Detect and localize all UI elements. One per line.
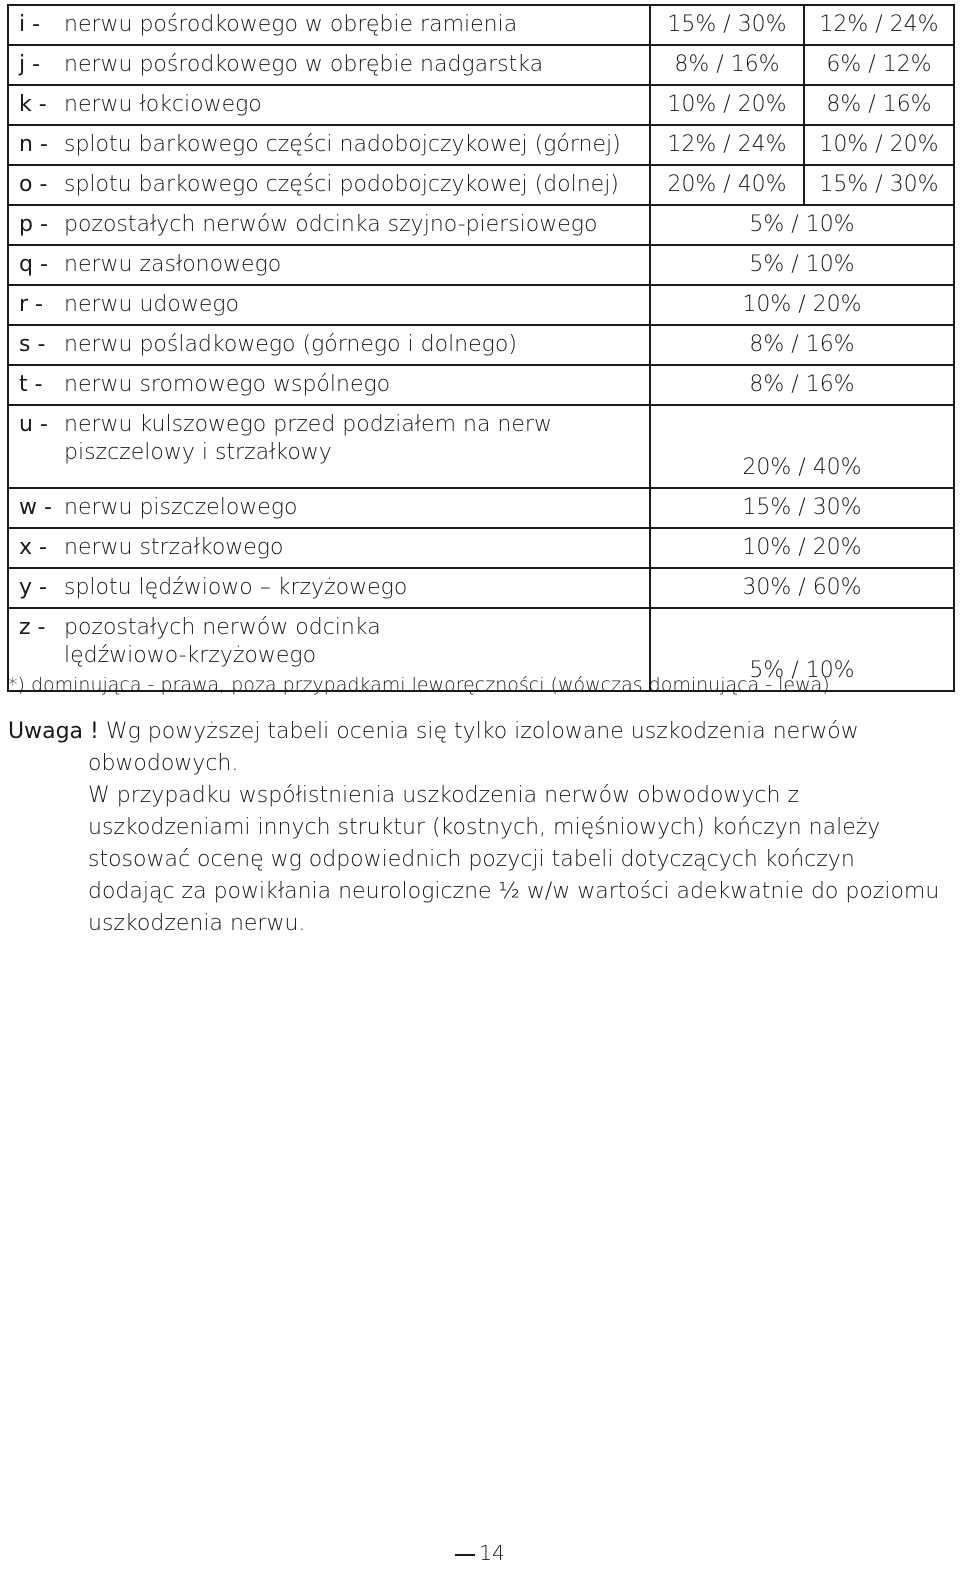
nerve-name: nerwu pośladkowego (górnego i dolnego) — [64, 332, 517, 357]
value-combined: 5% / 10% — [749, 252, 855, 277]
row-letter: q - — [19, 252, 48, 277]
note-paragraph — [8, 716, 948, 780]
row-letter: w - — [19, 495, 52, 520]
nerve-name: splotu barkowego części nadobojczykowej (górnej) — [64, 132, 621, 157]
value-non-dominant: 10% / 20% — [819, 132, 939, 157]
row-letter: o - — [19, 172, 48, 197]
nerve-cell — [9, 6, 651, 44]
nerve-cell — [9, 489, 651, 527]
value-non-dominant: 12% / 24% — [819, 12, 939, 37]
note-line-2: W przypadku współistnienia uszkodzenia nerwów obwodowych z uszkodzeniami innych struktur (kostnych, mięśniowych) kończyn należy stosować ocenę wg odpowiednich pozycji tabeli dotyczących kończyn dodając za powikłania neurologiczne ½ w/w wartości adekwatnie do poziomu uszkodzenia nerwu. — [88, 783, 940, 936]
row-letter: i - — [19, 12, 41, 37]
value-dominant: 8% / 16% — [651, 46, 805, 84]
table-row — [9, 489, 953, 529]
nerve-name: pozostałych nerwów odcinka szyjno-piersiowego — [64, 212, 598, 237]
value-combined: 8% / 16% — [749, 332, 855, 357]
nerve-cell — [9, 286, 651, 324]
value-non-dominant: 15% / 30% — [819, 172, 939, 197]
table-row — [9, 126, 953, 166]
table-row — [9, 529, 953, 569]
nerve-name: splotu barkowego części podobojczykowej (dolnej) — [64, 172, 619, 197]
value-combined: 30% / 60% — [742, 575, 862, 600]
row-letter: t - — [19, 372, 43, 397]
row-letter: p - — [19, 212, 48, 237]
nerve-cell — [9, 166, 651, 204]
nerve-name: nerwu udowego — [64, 292, 240, 317]
note-paragraph-2 — [8, 780, 948, 940]
table-row — [9, 366, 953, 406]
value-non-dominant: 8% / 16% — [826, 92, 932, 117]
nerve-name: nerwu pośrodkowego w obrębie ramienia — [64, 12, 518, 37]
page-number-dash — [455, 1554, 475, 1556]
nerve-cell — [9, 126, 651, 164]
value-combined: 20% / 40% — [742, 455, 862, 480]
nerve-name: nerwu łokciowego — [64, 92, 262, 117]
value-combined: 10% / 20% — [742, 292, 862, 317]
row-letter: u - — [19, 412, 48, 437]
row-letter: j - — [19, 52, 41, 77]
nerve-cell — [9, 366, 651, 404]
row-letter: r - — [19, 292, 43, 317]
nerve-name: nerwu piszczelowego — [64, 495, 298, 520]
note-label: Uwaga ! — [8, 719, 99, 744]
value-combined: 10% / 20% — [742, 535, 862, 560]
nerve-damage-table — [7, 4, 955, 692]
value-non-dominant: 6% / 12% — [826, 52, 932, 77]
nerve-name: nerwu pośrodkowego w obrębie nadgarstka — [64, 52, 544, 77]
value-dominant: 15% / 30% — [651, 6, 805, 44]
table-row — [9, 6, 953, 46]
nerve-cell — [9, 86, 651, 124]
nerve-cell — [9, 406, 651, 487]
value-dominant: 10% / 20% — [651, 86, 805, 124]
value-dominant: 20% / 40% — [651, 166, 805, 204]
nerve-cell — [9, 326, 651, 364]
nerve-cell — [9, 569, 651, 607]
table-row — [9, 206, 953, 246]
nerve-name: pozostałych nerwów odcinka lędźwiowo-krzyżowego — [64, 615, 381, 668]
row-letter: n - — [19, 132, 48, 157]
row-letter: y - — [19, 575, 47, 600]
value-combined: 15% / 30% — [742, 495, 862, 520]
nerve-cell — [9, 246, 651, 284]
table-row — [9, 326, 953, 366]
table-row — [9, 166, 953, 206]
nerve-name: nerwu zasłonowego — [64, 252, 282, 277]
nerve-cell — [9, 46, 651, 84]
table-row — [9, 569, 953, 609]
footnote: *) dominująca - prawa, poza przypadkami leworęczności (wówczas dominująca - lewa) — [8, 674, 830, 696]
nerve-cell — [9, 206, 651, 244]
row-letter: z - — [19, 615, 46, 640]
nerve-name: nerwu kulszowego przed podziałem na nerw piszczelowy i strzałkowy — [64, 412, 552, 465]
table-row — [9, 246, 953, 286]
nerve-name: splotu lędźwiowo – krzyżowego — [64, 575, 408, 600]
page-number — [0, 1541, 960, 1565]
table-row — [9, 86, 953, 126]
page-number-text: 14 — [479, 1541, 505, 1565]
nerve-cell — [9, 529, 651, 567]
value-dominant: 12% / 24% — [651, 126, 805, 164]
row-letter: x - — [19, 535, 47, 560]
note-block — [8, 716, 948, 940]
nerve-name: nerwu strzałkowego — [64, 535, 284, 560]
value-combined: 5% / 10% — [749, 212, 855, 237]
value-combined: 8% / 16% — [749, 372, 855, 397]
row-letter: s - — [19, 332, 46, 357]
value-combined: 5% / 10% — [749, 658, 855, 683]
table-row — [9, 406, 953, 489]
row-letter: k - — [19, 92, 47, 117]
nerve-name: nerwu sromowego wspólnego — [64, 372, 391, 397]
note-line-1: Wg powyższej tabeli ocenia się tylko izolowane uszkodzenia nerwów obwodowych. — [88, 719, 859, 776]
table-row — [9, 46, 953, 86]
table-row — [9, 286, 953, 326]
